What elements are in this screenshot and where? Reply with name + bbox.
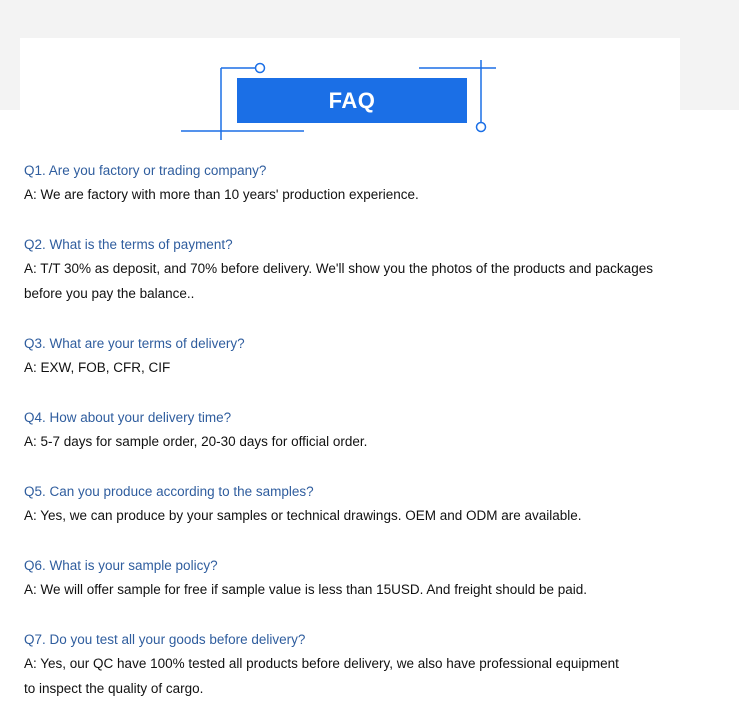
deco-circle-top-left xyxy=(256,64,265,73)
faq-item-1 xyxy=(24,160,714,207)
faq-answer: A: Yes, we can produce by your samples or technical drawings. OEM and ODM are available. xyxy=(24,508,582,523)
faq-answer: A: We will offer sample for free if sample value is less than 15USD. And freight should be paid. xyxy=(24,582,588,597)
faq-question: Q7. Do you test all your goods before delivery? xyxy=(24,632,306,647)
deco-circle-bottom-right xyxy=(477,123,486,132)
faq-question: Q5. Can you produce according to the samples? xyxy=(24,484,314,499)
faq-banner xyxy=(0,0,739,150)
faq-question: Q6. What is your sample policy? xyxy=(24,558,218,573)
faq-question: Q4. How about your delivery time? xyxy=(24,410,232,425)
faq-list xyxy=(24,160,714,701)
faq-answer: A: We are factory with more than 10 years' production experience. xyxy=(24,187,419,202)
faq-answer: A: EXW, FOB, CFR, CIF xyxy=(24,360,171,375)
banner-decoration xyxy=(0,0,739,150)
faq-item-6 xyxy=(24,555,714,602)
faq-item-7 xyxy=(24,629,714,701)
faq-answer: A: Yes, our QC have 100% tested all products before delivery, we also have professional equipment to inspect the quality of cargo. xyxy=(24,656,619,696)
faq-item-2 xyxy=(24,234,714,306)
faq-item-4 xyxy=(24,407,714,454)
faq-question: Q1. Are you factory or trading company? xyxy=(24,163,267,178)
faq-answer: A: 5-7 days for sample order, 20-30 days for official order. xyxy=(24,434,368,449)
faq-question: Q3. What are your terms of delivery? xyxy=(24,336,245,351)
faq-question: Q2. What is the terms of payment? xyxy=(24,237,233,252)
faq-title: FAQ xyxy=(237,78,467,123)
faq-item-5 xyxy=(24,481,714,528)
faq-answer: A: T/T 30% as deposit, and 70% before delivery. We'll show you the photos of the products and packages before you pay the balance.. xyxy=(24,261,653,301)
faq-item-3 xyxy=(24,333,714,380)
